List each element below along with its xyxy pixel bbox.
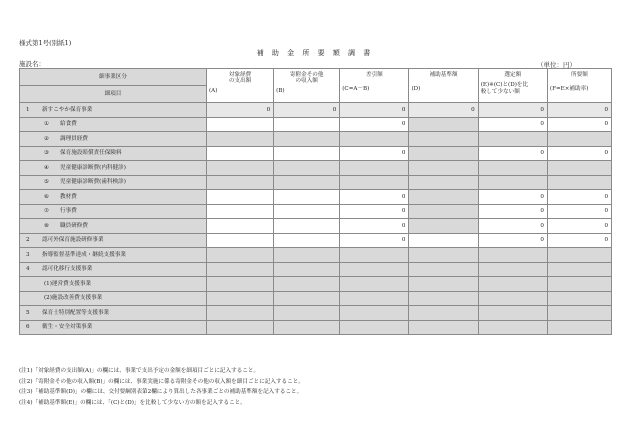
cell-b (274, 306, 340, 321)
cell-c: 0 (340, 146, 409, 161)
table-row (20, 175, 612, 190)
cell-a (207, 277, 274, 292)
cell-c (340, 175, 409, 190)
cell-b[interactable]: 0 (274, 103, 340, 118)
table-row (20, 233, 612, 248)
cell-f: 0 (547, 190, 611, 205)
cell-a[interactable]: 0 (207, 103, 274, 118)
table-row (20, 132, 612, 147)
cell-c (340, 306, 409, 321)
cell-f: 0 (547, 146, 611, 161)
cell-d (409, 248, 478, 263)
cell-a (207, 291, 274, 306)
cell-e: 0 (478, 190, 547, 205)
cell-b[interactable] (274, 219, 340, 234)
cell-d (409, 291, 478, 306)
cell-a (207, 320, 274, 335)
cell-d (409, 161, 478, 176)
cell-c (340, 291, 409, 306)
table-row (20, 248, 612, 263)
cell-e (478, 306, 547, 321)
note-1: (注1)「対象経費の支出額(A)」の欄には、事業で支出予定の金額を細項目ごとに記入すること。 (19, 368, 260, 374)
cell-a (207, 262, 274, 277)
cell-d (409, 175, 478, 190)
cell-b[interactable] (274, 146, 340, 161)
cell-d (409, 306, 478, 321)
note-2: (注2)「寄附金その他の収入額(B)」の欄には、事業実施に係る寄附金その他の収入額を細目ごとに記入すること。 (19, 378, 304, 385)
cell-c: 0 (340, 103, 409, 118)
table-row (20, 320, 612, 335)
table-row (20, 190, 612, 205)
row-label: (1)運営費支援事業 (20, 277, 207, 292)
header-col-a: 対象経費 の支出額 (A) (207, 69, 274, 103)
cell-f: 0 (547, 204, 611, 219)
cell-f (547, 161, 611, 176)
cell-b[interactable] (274, 190, 340, 205)
table-row (20, 291, 612, 306)
cell-b (274, 175, 340, 190)
subsidy-table (19, 68, 612, 335)
cell-b[interactable] (274, 117, 340, 132)
header-col-c: 差引額 (C=A－B) (340, 69, 409, 103)
row-label: 5 保育士特別配置等支援事業 (20, 306, 207, 321)
row-label: 6 衛生・安全対策事業 (20, 320, 207, 335)
row-label: ② 調理員経費 (20, 132, 207, 147)
cell-e: 0 (478, 233, 547, 248)
table-row (20, 219, 612, 234)
row-label: ⑦ 行事費 (20, 204, 207, 219)
cell-a (207, 175, 274, 190)
cell-a[interactable] (207, 204, 274, 219)
cell-d (409, 219, 478, 234)
table-row (20, 204, 612, 219)
note-4: (注4)「補助基準額(E)」の欄には、「(C)と(D)」を比較して少ない方の額を記入すること。 (19, 399, 246, 406)
table-row (20, 103, 612, 118)
cell-e (478, 161, 547, 176)
cell-e: 0 (478, 146, 547, 161)
row-label: ① 給食費 (20, 117, 207, 132)
row-label: ⑧ 職員研修費 (20, 219, 207, 234)
cell-e: 0 (478, 204, 547, 219)
cell-f (547, 248, 611, 263)
cell-a (207, 132, 274, 147)
cell-f (547, 306, 611, 321)
cell-a (207, 306, 274, 321)
row-label: (2)施設改善費支援事業 (20, 291, 207, 306)
cell-c (340, 320, 409, 335)
cell-b (274, 132, 340, 147)
cell-e (478, 132, 547, 147)
cell-b (274, 277, 340, 292)
cell-e (478, 262, 547, 277)
cell-f: 0 (547, 117, 611, 132)
header-col-f: 所要額 (F=E×補助率) (547, 69, 611, 103)
cell-c (340, 262, 409, 277)
form-number: 様式第1号(別紙1) (19, 39, 72, 47)
cell-f (547, 291, 611, 306)
cell-a[interactable] (207, 233, 274, 248)
cell-d (409, 146, 478, 161)
header-col-e: 選定額 (E)※(C)と(D)を比 較して少ない額 (478, 69, 547, 103)
cell-e (478, 248, 547, 263)
header-subcategory: 細項目 (20, 86, 207, 103)
table-row (20, 262, 612, 277)
row-label: ③ 保育施設賠償責任保険料 (20, 146, 207, 161)
cell-c (340, 277, 409, 292)
cell-a[interactable] (207, 146, 274, 161)
row-label: ④ 児童健康診断費(内科健診) (20, 161, 207, 176)
table-row (20, 306, 612, 321)
table-row (20, 146, 612, 161)
row-label: ⑥ 教材費 (20, 190, 207, 205)
cell-c (340, 248, 409, 263)
header-category: 細事業区分 (20, 69, 207, 86)
cell-e (478, 320, 547, 335)
cell-e: 0 (478, 103, 547, 118)
cell-c: 0 (340, 190, 409, 205)
cell-d: 0 (409, 103, 478, 118)
cell-c (340, 132, 409, 147)
cell-a (207, 248, 274, 263)
cell-c (340, 161, 409, 176)
cell-a[interactable] (207, 190, 274, 205)
unit-label: （単位：円） (537, 61, 576, 69)
cell-b (274, 291, 340, 306)
notes-section (19, 366, 304, 408)
cell-d[interactable] (409, 233, 478, 248)
document-title: 補 助 金 所 要 額 調 書 (256, 49, 374, 57)
cell-e: 0 (478, 117, 547, 132)
table-row (20, 117, 612, 132)
cell-d (409, 204, 478, 219)
cell-f (547, 277, 611, 292)
header-col-d: 補助基準額 (D) (409, 69, 478, 103)
cell-e (478, 175, 547, 190)
table-row (20, 161, 612, 176)
cell-d (409, 132, 478, 147)
row-label: 2 認可外保育施設研修事業 (20, 233, 207, 248)
cell-c: 0 (340, 204, 409, 219)
cell-a[interactable] (207, 219, 274, 234)
cell-a (207, 161, 274, 176)
cell-e (478, 291, 547, 306)
cell-c: 0 (340, 233, 409, 248)
cell-c: 0 (340, 117, 409, 132)
cell-f (547, 320, 611, 335)
row-label: 3 指導監督基準達成・継続支援事業 (20, 248, 207, 263)
cell-f: 0 (547, 219, 611, 234)
cell-f (547, 262, 611, 277)
facility-name-field[interactable]: 施設名： (19, 59, 199, 70)
cell-b[interactable] (274, 204, 340, 219)
cell-f (547, 175, 611, 190)
cell-a[interactable] (207, 117, 274, 132)
cell-d (409, 190, 478, 205)
cell-d (409, 262, 478, 277)
row-label: 4 認可化移行支援事業 (20, 262, 207, 277)
cell-b (274, 248, 340, 263)
cell-b (274, 320, 340, 335)
row-label: ⑤ 児童健康診断費(歯科検診) (20, 175, 207, 190)
header-col-b: 寄附金その他 の収入額 (B) (274, 69, 340, 103)
cell-f: 0 (547, 233, 611, 248)
cell-b[interactable] (274, 233, 340, 248)
cell-f: 0 (547, 103, 611, 118)
cell-b (274, 161, 340, 176)
row-label: 1 新すこやか保育事業 (20, 103, 207, 118)
cell-f (547, 132, 611, 147)
cell-d (409, 117, 478, 132)
cell-b (274, 262, 340, 277)
cell-d (409, 277, 478, 292)
note-3: (注3)「補助基準額(D)」の欄には、交付要綱別表第2欄により算出した各事業ごとの補助基準額を記入すること。 (19, 389, 303, 395)
cell-e (478, 277, 547, 292)
cell-d (409, 320, 478, 335)
table-row (20, 277, 612, 292)
cell-e: 0 (478, 219, 547, 234)
cell-c: 0 (340, 219, 409, 234)
